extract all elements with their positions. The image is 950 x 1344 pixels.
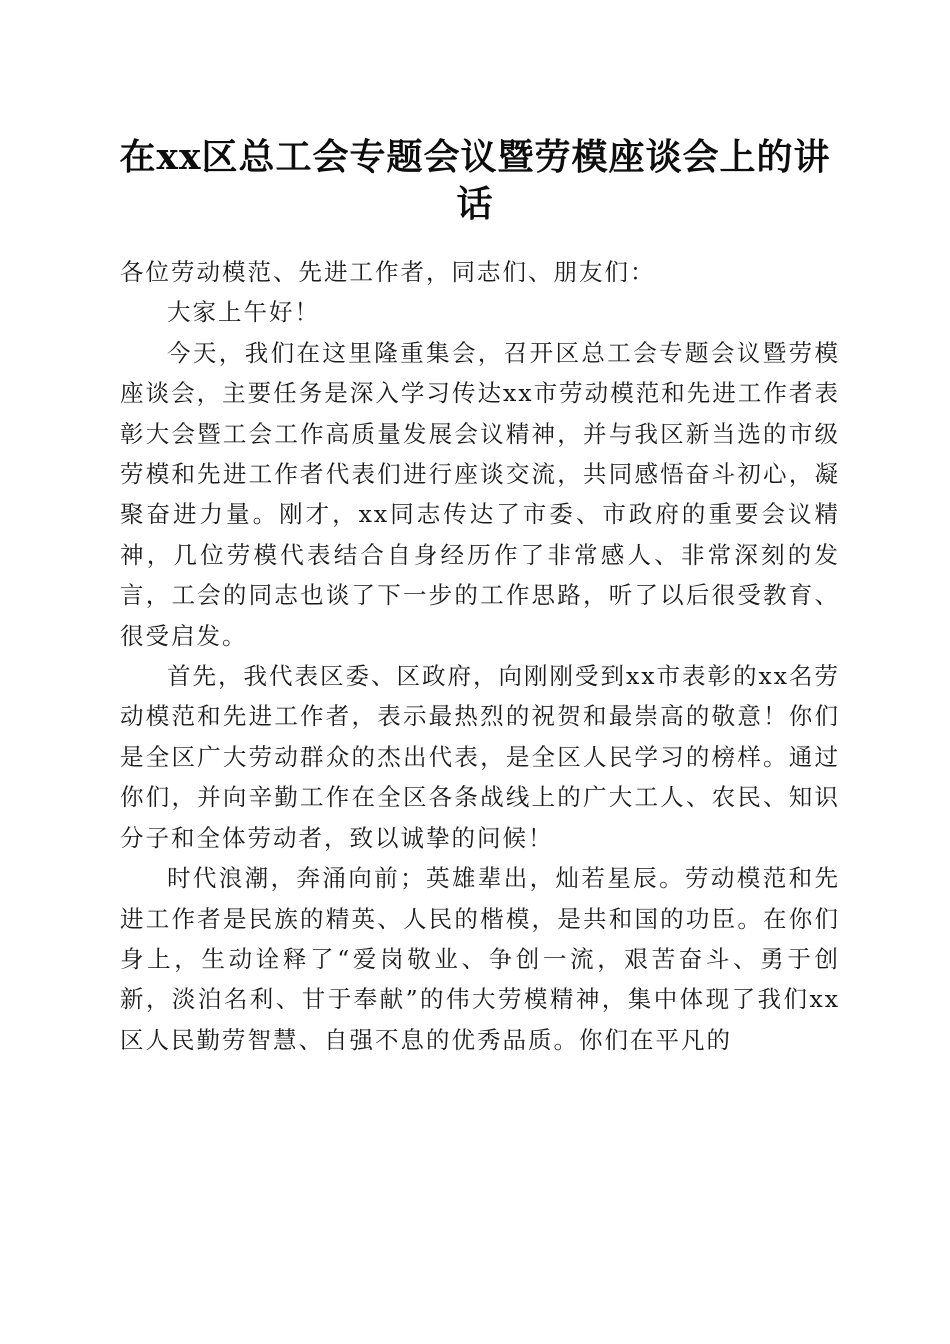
document-title: 在xx区总工会专题会议暨劳模座谈会上的讲话	[119, 136, 831, 225]
body-paragraph: 今天，我们在这里隆重集会，召开区总工会专题会议暨劳模座谈会，主要任务是深入学习传达xx市劳动模范和先进工作者表彰大会暨工会工作高质量发展会议精神，并与我区新当选的市级劳模和先进工作者代表们进行座谈交流，共同感悟奋斗初心，凝聚奋进力量。刚才，xx同志传达了市委、市政府的重要会议精神，几位劳模代表结合自身经历作了非常感人、非常深刻的发言，工会的同志也谈了下一步的工作思路，听了以后很受教育、很受启发。	[120, 338, 840, 650]
body-paragraph: 首先，我代表区委、区政府，向刚刚受到xx市表彰的xx名劳动模范和先进工作者，表示最热烈的祝贺和最崇高的敬意！你们是全区广大劳动群众的杰出代表，是全区人民学习的榜样。通过你们，并向辛勤工作在全区各条战线上的广大工人、农民、知识分子和全体劳动者，致以诚挚的问候！	[120, 662, 841, 852]
salutation: 各位劳动模范、先进工作者，同志们、朋友们：	[120, 258, 656, 286]
greeting-paragraph: 大家上午好！	[167, 298, 320, 327]
document-body	[120, 252, 840, 1060]
body-paragraph: 时代浪潮，奔涌向前；英雄辈出，灿若星辰。劳动模范和先进工作者是民族的精英、人民的楷模，是共和国的功臣。在你们身上，生动诠释了“爱岗敬业、争创一流，艰苦奋斗、勇于创新，淡泊名利、甘于奉献”的伟大劳模精神，集中体现了我们xx区人民勤劳智慧、自强不息的优秀品质。你们在平凡的	[120, 864, 840, 1054]
